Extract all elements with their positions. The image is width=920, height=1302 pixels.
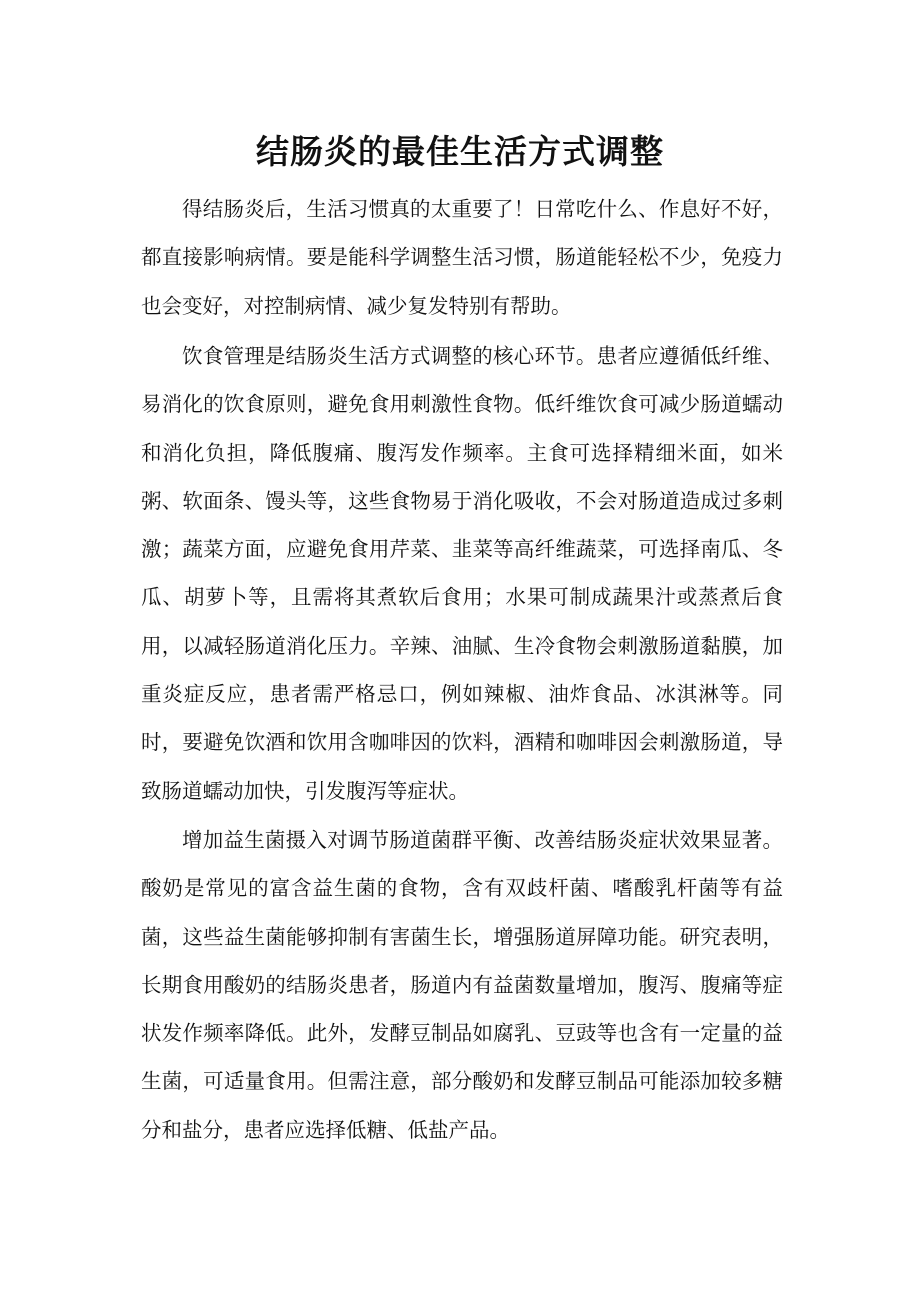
diet-paragraph: 饮食管理是结肠炎生活方式调整的核心环节。患者应遵循低纤维、易消化的饮食原则，避免食用刺激性食物。低纤维饮食可减少肠道蠕动和消化负担，降低腹痛、腹泻发作频率。主食可选择精细米面，如米粥、软面条、馒头等，这些食物易于消化吸收，不会对肠道造成过多刺激；蔬菜方面，应避免食用芹菜、韭菜等高纤维蔬菜，可选择南瓜、冬瓜、胡萝卜等，且需将其煮软后食用；水果可制成蔬果汁或蒸煮后食用，以减轻肠道消化压力。辛辣、油腻、生冷食物会刺激肠道黏膜，加重炎症反应，患者需严格忌口，例如辣椒、油炸食品、冰淇淋等。同时，要避免饮酒和饮用含咖啡因的饮料，酒精和咖啡因会刺激肠道，导致肠道蠕动加快，引发腹泻等症状。 <box>141 344 783 803</box>
probiotic-paragraph: 增加益生菌摄入对调节肠道菌群平衡、改善结肠炎症状效果显著。酸奶是常见的富含益生菌的食物，含有双歧杆菌、嗜酸乳杆菌等有益菌，这些益生菌能够抑制有害菌生长，增强肠道屏障功能。研究表明，长期食用酸奶的结肠炎患者，肠道内有益菌数量增加，腹泻、腹痛等症状发作频率降低。此外，发酵豆制品如腐乳、豆豉等也含有一定量的益生菌，可适量食用。但需注意，部分酸奶和发酵豆制品可能添加较多糖分和盐分，患者应选择低糖、低盐产品。 <box>141 828 783 1142</box>
document-title: 结肠炎的最佳生活方式调整 <box>256 132 664 171</box>
intro-paragraph: 得结肠炎后，生活习惯真的太重要了！日常吃什么、作息好不好，都直接影响病情。要是能科学调整生活习惯，肠道能轻松不少，免疫力也会变好，对控制病情、减少复发特别有帮助。 <box>141 197 783 318</box>
